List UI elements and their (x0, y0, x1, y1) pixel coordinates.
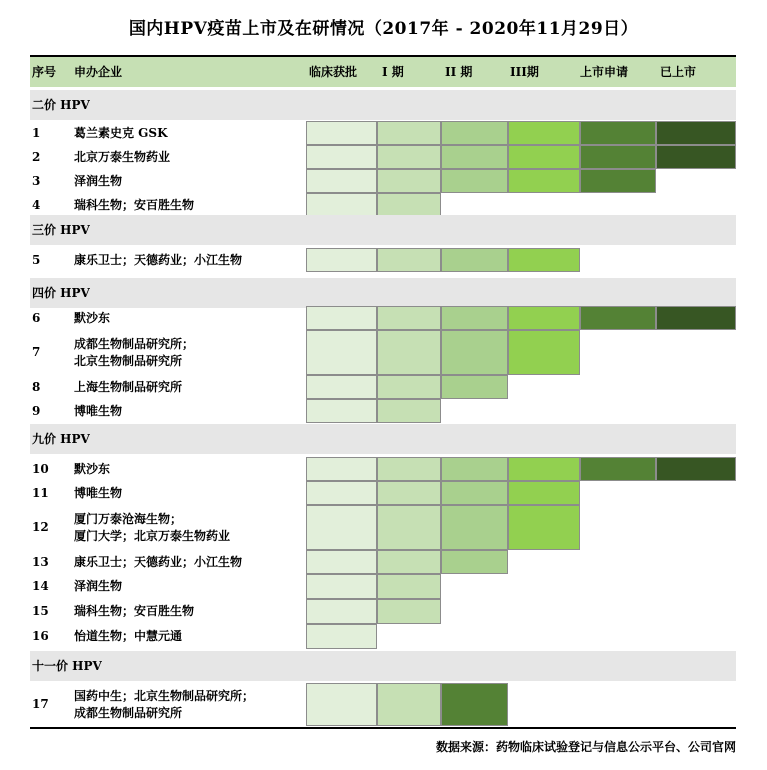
row-index: 5 (32, 252, 41, 267)
row-index: 16 (32, 629, 49, 643)
stage-cell (377, 248, 441, 272)
stage-cell (656, 121, 736, 145)
stage-cell (377, 399, 441, 423)
stage-cell (377, 306, 441, 330)
company-line: 上海生物制品研究所 (74, 379, 183, 394)
stage-cell (508, 169, 580, 193)
header-stage-4: III期 (510, 65, 539, 79)
stage-cell (580, 169, 656, 193)
stage-cell (441, 248, 508, 272)
stage-cell (306, 683, 377, 726)
stage-cell (441, 505, 508, 550)
stage-cell (441, 330, 508, 375)
stage-cell (377, 599, 441, 624)
stage-cell (508, 121, 580, 145)
stage-cell (306, 624, 377, 649)
company-line: 成都生物制品研究所； (74, 336, 195, 351)
stage-cell (377, 457, 441, 481)
stage-cell (377, 169, 441, 193)
table-header (30, 55, 736, 87)
stage-cell (377, 145, 441, 169)
stage-cell (306, 481, 377, 505)
row-index: 15 (32, 604, 49, 618)
stage-cell (306, 399, 377, 423)
company-line: 北京万泰生物药业 (74, 149, 171, 164)
stage-cell (580, 145, 656, 169)
stage-cell (377, 683, 441, 726)
stage-cell (441, 375, 508, 399)
stage-cell (377, 330, 441, 375)
company-line: 瑞科生物；安百胜生物 (74, 604, 195, 618)
row-index: 9 (32, 403, 41, 418)
company-line: 怡道生物；中慧元通 (74, 629, 183, 643)
group-header: 四价 HPV (30, 278, 736, 308)
stage-cell (508, 457, 580, 481)
stage-cell (306, 121, 377, 145)
stage-cell (508, 145, 580, 169)
header-stage-3: II 期 (445, 65, 473, 79)
row-index: 13 (32, 554, 49, 569)
table-bottom-rule (30, 727, 736, 729)
stage-cell (377, 375, 441, 399)
row-index: 1 (32, 125, 41, 140)
stage-cell (377, 121, 441, 145)
company-line: 厦门万泰沧海生物； (74, 511, 183, 526)
stage-cell (306, 457, 377, 481)
row-index: 6 (32, 310, 41, 325)
header-stage-1: 临床获批 (309, 65, 358, 79)
row-index: 10 (32, 461, 49, 476)
row-company (74, 336, 194, 370)
stage-cell (580, 306, 656, 330)
row-company (74, 173, 122, 190)
row-company (74, 252, 242, 269)
stage-cell (377, 574, 441, 599)
company-line: 成都生物制品研究所 (74, 705, 183, 720)
stage-cell (656, 306, 736, 330)
company-line: 北京生物制品研究所 (74, 353, 183, 368)
row-index: 17 (32, 697, 49, 711)
row-index: 2 (32, 149, 41, 164)
header-stage-2: I 期 (382, 65, 404, 79)
stage-cell (377, 193, 441, 217)
row-company (74, 554, 242, 571)
row-company (74, 688, 254, 722)
group-header: 二价 HPV (30, 90, 736, 120)
row-company (74, 511, 230, 545)
company-line: 康乐卫士；天德药业；小江生物 (74, 554, 243, 569)
company-line: 康乐卫士；天德药业；小江生物 (74, 252, 243, 267)
company-line: 厦门大学；北京万泰生物药业 (74, 528, 231, 543)
stage-cell (377, 505, 441, 550)
stage-cell (306, 574, 377, 599)
source-note: 数据来源：药物临床试验登记与信息公示平台、公司官网 (435, 740, 736, 754)
stage-cell (580, 457, 656, 481)
stage-cell (441, 481, 508, 505)
company-line: 博唯生物 (74, 485, 123, 500)
group-header: 九价 HPV (30, 424, 736, 454)
row-company (74, 578, 122, 595)
stage-cell (306, 375, 377, 399)
stage-cell (306, 505, 377, 550)
stage-cell (306, 550, 377, 574)
row-index: 14 (32, 579, 49, 593)
stage-cell (441, 683, 508, 726)
stage-cell (377, 550, 441, 574)
header-index: 序号 (32, 65, 57, 79)
company-line: 瑞科生物；安百胜生物 (74, 197, 195, 212)
stage-cell (508, 306, 580, 330)
row-company (74, 461, 110, 478)
row-company (74, 149, 170, 166)
row-company (74, 379, 182, 396)
row-index: 4 (32, 197, 41, 212)
stage-cell (306, 169, 377, 193)
stage-cell (441, 145, 508, 169)
stage-cell (441, 121, 508, 145)
company-line: 博唯生物 (74, 403, 123, 418)
row-company (74, 125, 168, 142)
company-line: 默沙东 (74, 461, 111, 476)
stage-cell (508, 505, 580, 550)
group-header: 三价 HPV (30, 215, 736, 245)
stage-cell (306, 193, 377, 217)
stage-cell (306, 330, 377, 375)
row-index: 11 (32, 485, 49, 500)
stage-cell (508, 481, 580, 505)
stage-cell (441, 306, 508, 330)
stage-cell (306, 306, 377, 330)
stage-cell (377, 481, 441, 505)
header-stage-6: 已上市 (660, 65, 697, 79)
row-index: 7 (32, 345, 41, 359)
stage-cell (306, 145, 377, 169)
group-header: 十一价 HPV (30, 651, 736, 681)
company-line: 泽润生物 (74, 173, 123, 188)
row-company (74, 603, 194, 620)
stage-cell (508, 330, 580, 375)
row-company (74, 403, 122, 420)
stage-cell (656, 145, 736, 169)
stage-cell (656, 457, 736, 481)
company-line: 默沙东 (74, 310, 111, 325)
stage-cell (441, 550, 508, 574)
row-company (74, 310, 110, 327)
stage-cell (580, 121, 656, 145)
row-index: 3 (32, 173, 41, 188)
stage-cell (441, 457, 508, 481)
header-company: 申办企业 (74, 65, 123, 79)
stage-cell (306, 599, 377, 624)
chart-title: 国内HPV疫苗上市及在研情况（2017年 - 2020年11月29日） (128, 19, 639, 39)
row-company (74, 485, 122, 502)
row-index: 12 (32, 520, 49, 534)
row-company (74, 628, 182, 645)
company-line: 国药中生；北京生物制品研究所； (74, 688, 255, 703)
row-company (74, 197, 194, 214)
row-index: 8 (32, 379, 41, 394)
stage-cell (306, 248, 377, 272)
company-line: 泽润生物 (74, 579, 123, 593)
stage-cell (508, 248, 580, 272)
stage-cell (441, 169, 508, 193)
company-line: 葛兰素史克 GSK (74, 125, 168, 140)
header-stage-5: 上市申请 (580, 65, 629, 79)
